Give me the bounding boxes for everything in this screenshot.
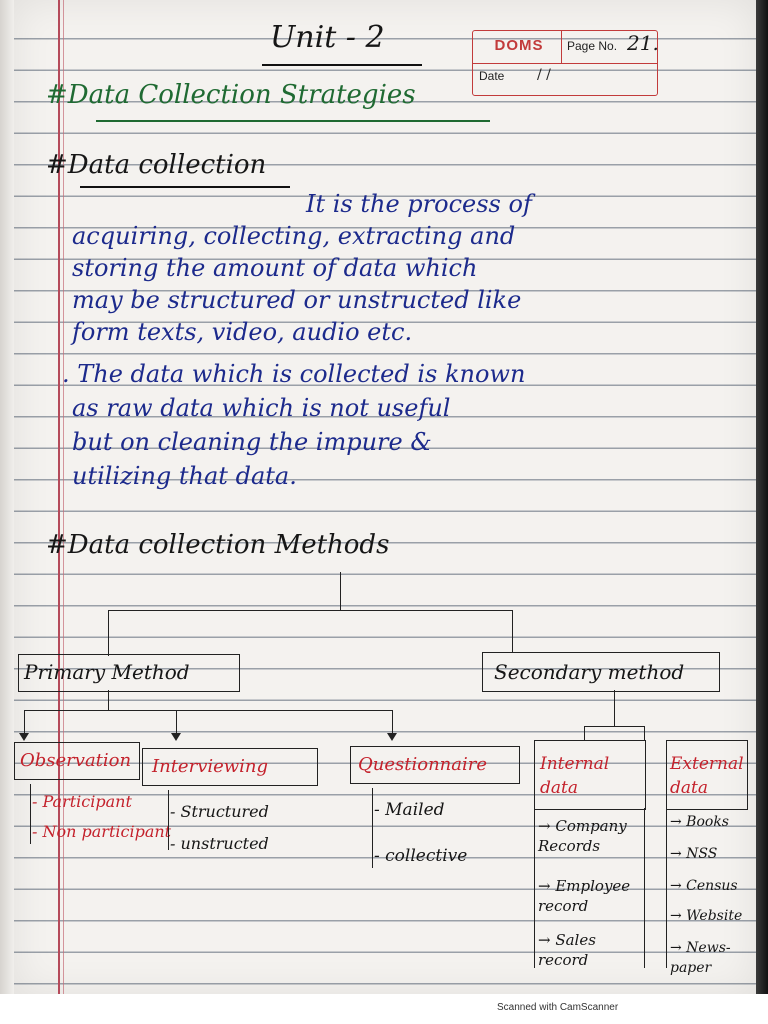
questionnaire-label: Questionnaire	[358, 754, 487, 775]
page-no-value: 21.	[627, 31, 659, 55]
page-right-edge	[756, 0, 768, 994]
observation-item: - Non participant	[32, 822, 172, 841]
internal-data-label: Internal data	[540, 754, 610, 798]
tree-branch-top	[108, 610, 512, 611]
secondary-branch-drop	[584, 726, 585, 740]
secondary-stem	[614, 690, 615, 726]
internal-column-line	[644, 808, 645, 968]
external-data-label: External data	[670, 754, 744, 798]
doms-divider-horizontal	[473, 63, 657, 64]
primary-branch-drop	[392, 710, 393, 734]
internal-item: → Sales record	[538, 931, 596, 969]
internal-column-line	[534, 808, 535, 968]
paragraph-line: as raw data which is not useful	[72, 394, 451, 422]
section-heading-methods: #Data collection Methods	[46, 530, 390, 560]
observation-bracket	[30, 784, 31, 844]
paragraph-line: . The data which is collected is known	[62, 360, 526, 388]
page-title: Unit - 2	[270, 20, 385, 55]
external-item: → Website	[670, 908, 743, 924]
questionnaire-bracket	[372, 788, 373, 868]
main-heading: #Data Collection Strategies	[46, 80, 416, 110]
primary-method-label: Primary Method	[24, 660, 190, 684]
paragraph-line: acquiring, collecting, extracting and	[72, 222, 516, 250]
interviewing-bracket	[168, 790, 169, 850]
doms-divider-vertical	[561, 31, 562, 63]
interviewing-item: - unstructed	[170, 834, 269, 853]
page-left-edge	[0, 0, 14, 994]
external-item: → Books	[670, 814, 729, 830]
title-underline	[262, 64, 422, 66]
main-heading-underline	[96, 120, 490, 122]
arrow-down-icon	[19, 733, 29, 741]
page-no-label: Page No.	[567, 39, 618, 53]
doms-page-box	[472, 30, 658, 96]
date-value: / /	[537, 67, 551, 83]
scanner-watermark: Scanned with CamScanner	[497, 1002, 619, 1013]
paragraph-line: utilizing that data.	[72, 462, 297, 490]
section-heading-data-collection: #Data collection	[46, 150, 267, 180]
paragraph-line: but on cleaning the impure &	[72, 428, 432, 456]
primary-branch-drop	[24, 710, 25, 734]
questionnaire-item: - collective	[374, 846, 468, 866]
section-heading-underline	[80, 186, 290, 188]
external-item: → NSS	[670, 846, 718, 862]
internal-item: → Employee record	[538, 877, 631, 915]
questionnaire-item: - Mailed	[374, 800, 445, 820]
interviewing-item: - Structured	[170, 802, 269, 821]
external-item: → News-paper	[670, 940, 731, 976]
secondary-branch-line	[584, 726, 644, 727]
observation-label: Observation	[20, 750, 132, 771]
paragraph-line: form texts, video, audio etc.	[72, 318, 413, 346]
primary-branch-drop	[176, 710, 177, 734]
tree-stem	[340, 572, 341, 610]
paragraph-line: may be structured or unstructed like	[72, 286, 522, 314]
arrow-down-icon	[387, 733, 397, 741]
primary-branch-line	[24, 710, 392, 711]
paragraph-line: It is the process of	[306, 190, 532, 218]
observation-item: - Participant	[32, 792, 132, 811]
external-item: → Census	[670, 878, 738, 894]
primary-stem	[108, 690, 109, 710]
tree-branch-left	[108, 610, 109, 656]
interviewing-label: Interviewing	[152, 756, 269, 777]
secondary-method-label: Secondary method	[494, 660, 685, 684]
arrow-down-icon	[171, 733, 181, 741]
paragraph-line: storing the amount of data which	[72, 254, 478, 282]
tree-branch-right	[512, 610, 513, 652]
doms-logo: DOMS	[494, 37, 544, 54]
external-column-line	[666, 808, 667, 968]
date-label: Date	[479, 69, 505, 83]
secondary-branch-drop	[644, 726, 645, 740]
internal-item: → Company Records	[538, 817, 627, 855]
